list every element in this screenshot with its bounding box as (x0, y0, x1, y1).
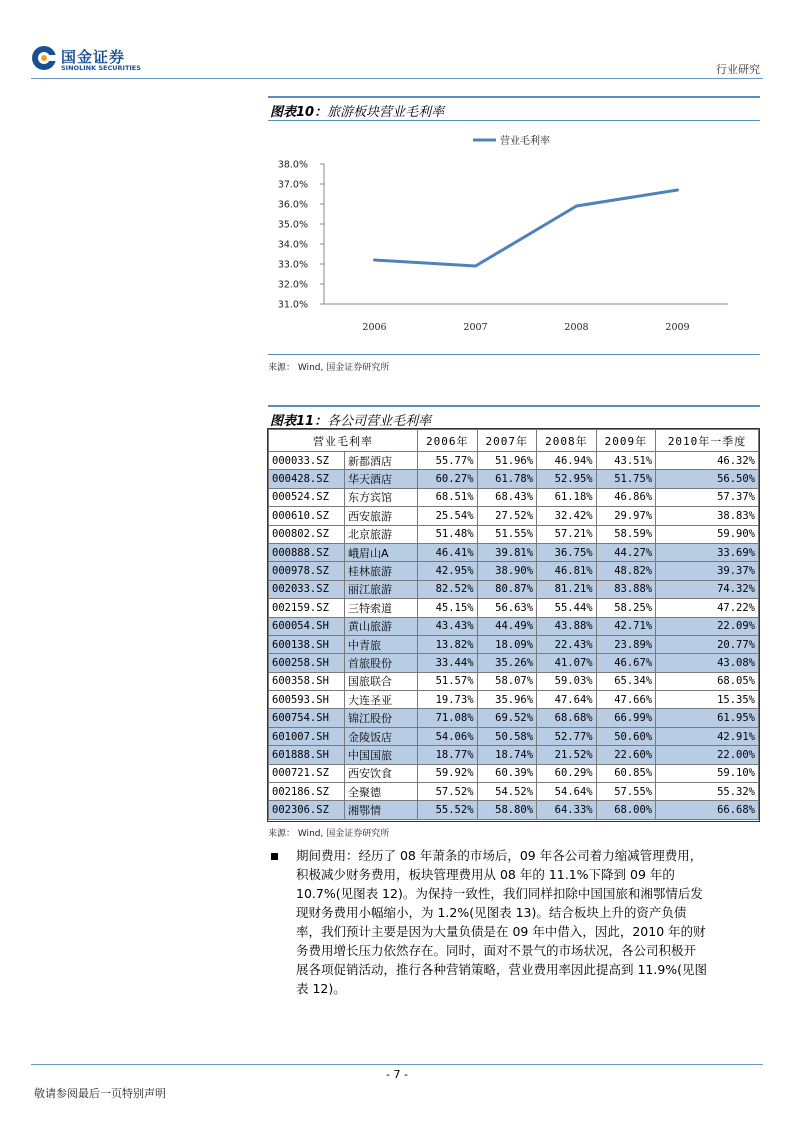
margin-value-cell: 68.68% (537, 709, 597, 727)
stock-code-cell: 000428.SZ (269, 470, 345, 488)
margin-value-cell: 58.25% (596, 599, 656, 617)
table-row (269, 727, 759, 745)
margin-value-cell: 60.27% (418, 470, 478, 488)
margin-value-cell: 22.09% (656, 617, 759, 635)
figure10-title: 图表10：旅游板块营业毛利率 (270, 105, 445, 120)
company-name-cell: 西安饮食 (345, 764, 418, 782)
margin-value-cell: 55.77% (418, 452, 478, 470)
margin-value-cell: 46.81% (537, 562, 597, 580)
y-tick-label: 33.0% (277, 259, 308, 271)
margin-value-cell: 58.59% (596, 525, 656, 543)
table-row (269, 507, 759, 525)
margin-value-cell: 52.77% (537, 727, 597, 745)
margin-value-cell: 56.63% (477, 599, 537, 617)
table-header-cell: 2007年 (477, 430, 537, 452)
sinolink-logo-icon (31, 45, 57, 71)
margin-value-cell: 22.00% (656, 746, 759, 764)
margin-value-cell: 35.96% (477, 691, 537, 709)
series-line (375, 190, 678, 266)
figure11-source: 来源： Wind, 国金证券研究所 (268, 829, 390, 839)
stock-code-cell: 000033.SZ (269, 452, 345, 470)
y-tick-label: 34.0% (277, 239, 308, 251)
margin-value-cell: 38.83% (656, 507, 759, 525)
margin-value-cell: 20.77% (656, 635, 759, 653)
company-gross-margin-table (268, 429, 759, 820)
margin-value-cell: 27.52% (477, 507, 537, 525)
margin-value-cell: 18.74% (477, 746, 537, 764)
stock-code-cell: 600138.SH (269, 635, 345, 653)
x-tick-label: 2007 (463, 322, 488, 333)
company-name-cell: 中国国旅 (345, 746, 418, 764)
y-tick-label: 37.0% (277, 179, 308, 191)
footer-divider (31, 1064, 763, 1065)
paragraph-line: 期间费用：经历了 08 年萧条的市场后，09 年各公司着力缩减管理费用， (296, 848, 703, 863)
report-section: 行业研究 (716, 63, 760, 76)
table-row (269, 452, 759, 470)
company-name-cell: 中青旅 (345, 635, 418, 653)
margin-value-cell: 44.49% (477, 617, 537, 635)
y-tick-label: 31.0% (277, 299, 308, 311)
margin-value-cell: 59.03% (537, 672, 597, 690)
logo-english-name: SINOLINK SECURITIES (61, 64, 141, 72)
figure10-title-bar (268, 96, 760, 121)
margin-value-cell: 46.94% (537, 452, 597, 470)
logo-chinese-name: 国金证券 (61, 48, 126, 66)
table-row (269, 488, 759, 506)
table-header-row (269, 430, 759, 452)
margin-value-cell: 39.37% (656, 562, 759, 580)
margin-value-cell: 69.52% (477, 709, 537, 727)
company-name-cell: 华天酒店 (345, 470, 418, 488)
stock-code-cell: 600358.SH (269, 672, 345, 690)
y-tick-label: 38.0% (277, 159, 308, 171)
margin-value-cell: 13.82% (418, 635, 478, 653)
company-name-cell: 大连圣亚 (345, 691, 418, 709)
margin-value-cell: 33.44% (418, 654, 478, 672)
company-name-cell: 新都酒店 (345, 452, 418, 470)
table-row (269, 543, 759, 561)
margin-value-cell: 66.68% (656, 801, 759, 819)
margin-value-cell: 43.51% (596, 452, 656, 470)
stock-code-cell: 000610.SZ (269, 507, 345, 525)
margin-value-cell: 83.88% (596, 580, 656, 598)
stock-code-cell: 600754.SH (269, 709, 345, 727)
stock-code-cell: 601007.SH (269, 727, 345, 745)
company-name-cell: 西安旅游 (345, 507, 418, 525)
margin-value-cell: 46.32% (656, 452, 759, 470)
figure11-title: 图表11：各公司营业毛利率 (270, 414, 432, 429)
margin-value-cell: 48.82% (596, 562, 656, 580)
margin-value-cell: 45.15% (418, 599, 478, 617)
margin-value-cell: 43.08% (656, 654, 759, 672)
stock-code-cell: 000978.SZ (269, 562, 345, 580)
margin-value-cell: 38.90% (477, 562, 537, 580)
margin-value-cell: 54.06% (418, 727, 478, 745)
margin-value-cell: 50.60% (596, 727, 656, 745)
table-row (269, 580, 759, 598)
margin-value-cell: 25.54% (418, 507, 478, 525)
margin-value-cell: 21.52% (537, 746, 597, 764)
margin-value-cell: 47.22% (656, 599, 759, 617)
paragraph-line: 10.7%(见图表 12)。为保持一致性，我们同样扣除中国国旅和湘鄂情后发 (296, 886, 703, 901)
stock-code-cell: 601888.SH (269, 746, 345, 764)
table-row (269, 783, 759, 801)
margin-value-cell: 81.21% (537, 580, 597, 598)
table-row (269, 709, 759, 727)
stock-code-cell: 002033.SZ (269, 580, 345, 598)
margin-value-cell: 60.85% (596, 764, 656, 782)
margin-value-cell: 43.88% (537, 617, 597, 635)
margin-value-cell: 46.41% (418, 543, 478, 561)
margin-value-cell: 59.90% (656, 525, 759, 543)
stock-code-cell: 000721.SZ (269, 764, 345, 782)
margin-value-cell: 68.51% (418, 488, 478, 506)
figure11-title-bar (268, 405, 760, 430)
data-point (373, 259, 376, 262)
margin-value-cell: 60.29% (537, 764, 597, 782)
margin-value-cell: 71.08% (418, 709, 478, 727)
table-row (269, 562, 759, 580)
margin-value-cell: 66.99% (596, 709, 656, 727)
margin-value-cell: 50.58% (477, 727, 537, 745)
header-divider (31, 78, 763, 79)
margin-value-cell: 52.95% (537, 470, 597, 488)
paragraph-line: 积极减少财务费用，板块管理费用从 08 年的 11.1%下降到 09 年的 (296, 867, 675, 882)
margin-value-cell: 51.57% (418, 672, 478, 690)
table-header-cell: 2006年 (418, 430, 478, 452)
paragraph-line: 现财务费用小幅缩小，为 1.2%(见图表 13)。结合板块上升的资产负债 (296, 905, 687, 920)
table-row (269, 746, 759, 764)
margin-value-cell: 58.07% (477, 672, 537, 690)
margin-value-cell: 57.37% (656, 488, 759, 506)
x-tick-label: 2006 (362, 322, 387, 333)
company-name-cell: 黄山旅游 (345, 617, 418, 635)
margin-value-cell: 64.33% (537, 801, 597, 819)
disclaimer-text: 敬请参阅最后一页特别声明 (34, 1087, 166, 1100)
company-name-cell: 全聚德 (345, 783, 418, 801)
margin-value-cell: 61.78% (477, 470, 537, 488)
paragraph-line: 展各项促销活动，推行各种营销策略，营业费用率因此提高到 11.9%(见图 (296, 962, 708, 977)
margin-value-cell: 58.80% (477, 801, 537, 819)
table-header-cell: 营业毛利率 (269, 430, 418, 452)
company-name-cell: 东方宾馆 (345, 488, 418, 506)
margin-value-cell: 32.42% (537, 507, 597, 525)
margin-value-cell: 47.64% (537, 691, 597, 709)
margin-value-cell: 42.91% (656, 727, 759, 745)
table-row (269, 617, 759, 635)
margin-value-cell: 47.66% (596, 691, 656, 709)
stock-code-cell: 002306.SZ (269, 801, 345, 819)
margin-value-cell: 61.18% (537, 488, 597, 506)
margin-value-cell: 51.48% (418, 525, 478, 543)
company-name-cell: 丽江旅游 (345, 580, 418, 598)
margin-value-cell: 39.81% (477, 543, 537, 561)
table-row (269, 470, 759, 488)
table-header-cell: 2010年一季度 (656, 430, 759, 452)
margin-value-cell: 55.44% (537, 599, 597, 617)
margin-value-cell: 42.71% (596, 617, 656, 635)
margin-value-cell: 51.75% (596, 470, 656, 488)
x-tick-label: 2009 (665, 322, 690, 333)
page-number: - 7 - (386, 1068, 408, 1081)
figure10-source: 来源： Wind, 国金证券研究所 (268, 363, 390, 373)
company-name-cell: 桂林旅游 (345, 562, 418, 580)
company-name-cell: 峨眉山A (345, 543, 418, 561)
table-row (269, 764, 759, 782)
company-name-cell: 北京旅游 (345, 525, 418, 543)
margin-value-cell: 80.87% (477, 580, 537, 598)
stock-code-cell: 600593.SH (269, 691, 345, 709)
margin-value-cell: 57.55% (596, 783, 656, 801)
margin-value-cell: 22.60% (596, 746, 656, 764)
margin-value-cell: 54.52% (477, 783, 537, 801)
stock-code-cell: 000802.SZ (269, 525, 345, 543)
margin-value-cell: 18.77% (418, 746, 478, 764)
margin-value-cell: 43.43% (418, 617, 478, 635)
margin-value-cell: 36.75% (537, 543, 597, 561)
company-name-cell: 金陵饭店 (345, 727, 418, 745)
margin-value-cell: 46.67% (596, 654, 656, 672)
data-point (474, 265, 477, 268)
company-name-cell: 三特索道 (345, 599, 418, 617)
expense-paragraph (296, 846, 776, 998)
margin-value-cell: 59.92% (418, 764, 478, 782)
margin-value-cell: 33.69% (656, 543, 759, 561)
table-header-cell: 2009年 (596, 430, 656, 452)
table-row (269, 654, 759, 672)
margin-value-cell: 29.97% (596, 507, 656, 525)
margin-value-cell: 41.07% (537, 654, 597, 672)
data-point (575, 205, 578, 208)
margin-value-cell: 23.89% (596, 635, 656, 653)
table-row (269, 635, 759, 653)
margin-value-cell: 60.39% (477, 764, 537, 782)
stock-code-cell: 600054.SH (269, 617, 345, 635)
margin-value-cell: 42.95% (418, 562, 478, 580)
figure10-bottom-line (268, 354, 760, 355)
margin-value-cell: 18.09% (477, 635, 537, 653)
margin-value-cell: 35.26% (477, 654, 537, 672)
table-row (269, 599, 759, 617)
table-row (269, 672, 759, 690)
gross-margin-chart (268, 122, 760, 354)
stock-code-cell: 000888.SZ (269, 543, 345, 561)
margin-value-cell: 57.21% (537, 525, 597, 543)
company-name-cell: 首旅股份 (345, 654, 418, 672)
stock-code-cell: 000524.SZ (269, 488, 345, 506)
margin-value-cell: 55.32% (656, 783, 759, 801)
margin-value-cell: 56.50% (656, 470, 759, 488)
legend-label: 营业毛利率 (500, 136, 550, 147)
margin-value-cell: 46.86% (596, 488, 656, 506)
margin-value-cell: 74.32% (656, 580, 759, 598)
margin-value-cell: 55.52% (418, 801, 478, 819)
company-name-cell: 湘鄂情 (345, 801, 418, 819)
table-row (269, 801, 759, 819)
paragraph-line: 务费用增长压力依然存在。同时，面对不景气的市场状况，各公司积极开 (296, 943, 697, 958)
line-chart-svg (268, 122, 760, 354)
margin-value-cell: 65.34% (596, 672, 656, 690)
stock-code-cell: 002186.SZ (269, 783, 345, 801)
margin-value-cell: 54.64% (537, 783, 597, 801)
y-tick-label: 35.0% (277, 219, 308, 231)
table-row (269, 525, 759, 543)
margin-value-cell: 51.55% (477, 525, 537, 543)
margin-value-cell: 57.52% (418, 783, 478, 801)
margin-value-cell: 82.52% (418, 580, 478, 598)
company-name-cell: 国旅联合 (345, 672, 418, 690)
bullet-square-icon (271, 853, 278, 860)
paragraph-line: 表 12)。 (296, 981, 346, 996)
margin-value-cell: 19.73% (418, 691, 478, 709)
data-point (676, 189, 679, 192)
margin-value-cell: 22.43% (537, 635, 597, 653)
paragraph-line: 率，我们预计主要是因为大量负债是在 09 年中借入，因此，2010 年的财 (296, 924, 706, 939)
margin-value-cell: 68.00% (596, 801, 656, 819)
margin-value-cell: 68.05% (656, 672, 759, 690)
margin-value-cell: 51.96% (477, 452, 537, 470)
margin-value-cell: 44.27% (596, 543, 656, 561)
y-tick-label: 36.0% (277, 199, 308, 211)
margin-value-cell: 68.43% (477, 488, 537, 506)
company-name-cell: 锦江股份 (345, 709, 418, 727)
y-tick-label: 32.0% (277, 279, 308, 291)
margin-value-cell: 15.35% (656, 691, 759, 709)
margin-value-cell: 61.95% (656, 709, 759, 727)
table-header-cell: 2008年 (537, 430, 597, 452)
company-logo (31, 44, 161, 76)
stock-code-cell: 600258.SH (269, 654, 345, 672)
x-tick-label: 2008 (564, 322, 589, 333)
margin-value-cell: 59.10% (656, 764, 759, 782)
stock-code-cell: 002159.SZ (269, 599, 345, 617)
table-row (269, 691, 759, 709)
